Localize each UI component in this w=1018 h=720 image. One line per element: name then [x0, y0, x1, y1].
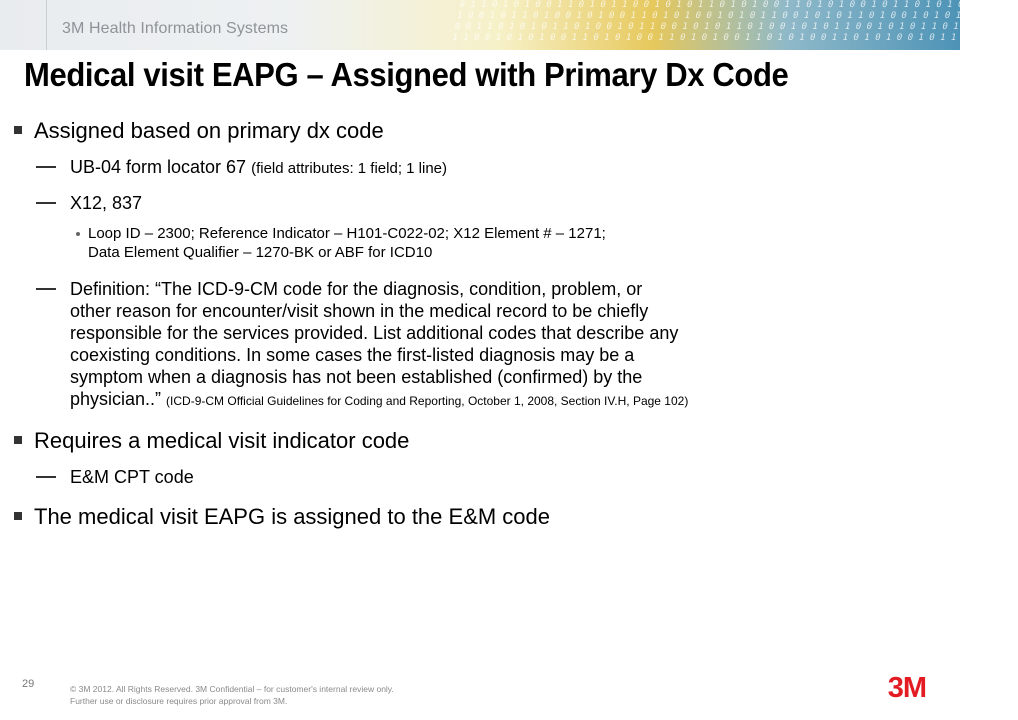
- definition-line: symptom when a diagnosis has not been established (confirmed) by the: [70, 367, 643, 387]
- footer-legal: [70, 683, 394, 707]
- dash-bullet-icon: [36, 288, 56, 290]
- bullet-primary-dx: [14, 118, 814, 144]
- header-banner: [0, 0, 1018, 50]
- bullet-indicator-code: [14, 428, 814, 454]
- company-name: 3M Health Information Systems: [62, 20, 289, 37]
- detail-line: Loop ID – 2300; Reference Indicator – H101-C022-02; X12 Element # – 1271;: [88, 225, 606, 242]
- square-bullet-icon: [14, 512, 22, 520]
- bullet-text: Assigned based on primary dx code: [34, 118, 384, 143]
- sub-bullet-x12: [14, 192, 814, 214]
- footer-disclosure: Further use or disclosure requires prior approval from 3M.: [70, 696, 288, 706]
- binary-pattern: 0 1 1 0 1 0 1 0 0 1 1 0 1 0 1 1 0 0 1 0 1 0 1 1 0 1 0 1 0 0 1 1 0 1 0 1 0 0 1 0 1 1 0 1 0 1 0 0 1 0 1 1 1 0 0 1 0 1 1 0 1 0 0 1 0 1 0 0 1 1 0 1 0 1 0 0 1 0 1 0 1 1 0 0 1 0 1 0 1 1 0 1 0 0 1 0 1 0 1 1 0 1 0 0 0 0 1 1 0 1 0 1 0 1 1 0 1 0 0 1 0 1 1 0 0 1 0 1 0 1 1 0 1 0 0 1 0 1 0 1 1 0 0 1 0 1 0 1 1 0 1 0 0 1 0 1 1 1 0 0 1 0 1 0 1 0 0 1 1 0 1 0 1 0 0 1 1 0 1 0 1 0 0 1 1 0 1 0 1 0 0 1 1 0 1 0 1 0 0 1 0 1 1 0 1 0 1 0: [451, 0, 1018, 43]
- bullet-em-assignment: [14, 504, 814, 530]
- field-attributes-note: (field attributes: 1 field; 1 line): [251, 160, 448, 177]
- bullet-text: The medical visit EAPG is assigned to the E&M code: [34, 504, 551, 529]
- sub-bullet-text: UB-04 form locator 67: [70, 157, 252, 177]
- sub-bullet-em-cpt: [14, 466, 814, 488]
- definition-line: [70, 388, 814, 412]
- square-bullet-icon: [14, 436, 22, 444]
- sub-bullet-ub04: [14, 156, 814, 180]
- dash-bullet-icon: [36, 476, 56, 478]
- banner-divider: [46, 0, 47, 50]
- dash-bullet-icon: [36, 166, 56, 168]
- detail-line: Data Element Qualifier – 1270-BK or ABF for ICD10: [88, 244, 433, 261]
- dot-bullet-icon: [76, 232, 80, 236]
- definition-line: Definition: “The ICD-9-CM code for the diagnosis, condition, problem, or: [70, 279, 643, 299]
- sub-bullet-text: E&M CPT code: [70, 467, 194, 487]
- slide-content: [14, 118, 814, 530]
- citation-note: (ICD-9-CM Official Guidelines for Coding and Reporting, October 1, 2008, Section IV.H, Page 102): [166, 394, 689, 408]
- definition-line: coexisting conditions. In some cases the first-listed diagnosis may be a: [70, 345, 635, 365]
- loop-id-detail: [14, 224, 814, 262]
- square-bullet-icon: [14, 126, 22, 134]
- sub-bullet-text: X12, 837: [70, 193, 143, 213]
- definition-text: physician..”: [70, 389, 167, 409]
- 3m-logo: 3M: [887, 672, 926, 704]
- bullet-text: Requires a medical visit indicator code: [34, 428, 410, 453]
- definition-line: other reason for encounter/visit shown in the medical record to be chiefly: [70, 301, 649, 321]
- definition-line: responsible for the services provided. List additional codes that describe any: [70, 323, 679, 343]
- slide-title: Medical visit EAPG – Assigned with Primary Dx Code: [24, 56, 789, 93]
- dash-bullet-icon: [36, 202, 56, 204]
- footer-copyright: © 3M 2012. All Rights Reserved. 3M Confidential – for customer's internal review only.: [70, 684, 394, 694]
- sub-bullet-definition: [14, 278, 814, 412]
- page-number: 29: [22, 678, 35, 690]
